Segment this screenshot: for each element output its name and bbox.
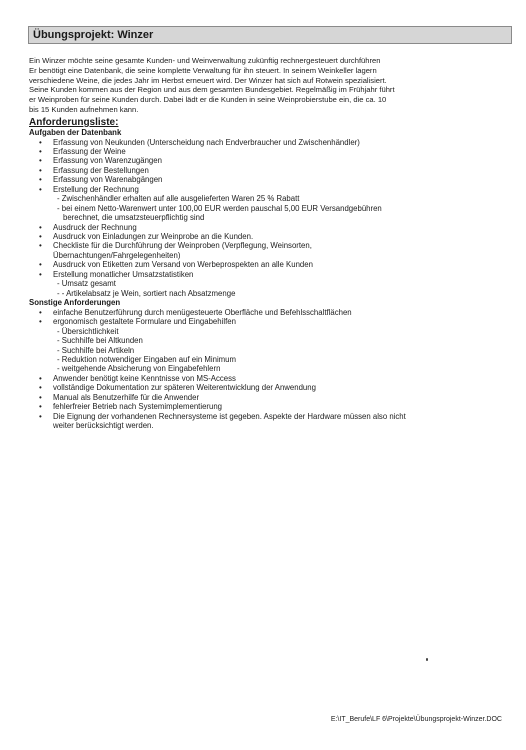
sub-item: - weitgehende Absicherung von Eingabefehlern [57, 364, 221, 374]
sub-item-continuation: berechnet, die umsatzsteuerpflichtig sind [63, 213, 205, 223]
requirements-list [29, 117, 513, 431]
list-item-continuation: weiter berücksichtigt werden. [53, 421, 154, 431]
list-item-text: Erfassung von Warenabgängen [53, 175, 163, 185]
intro-line: Er benötigt eine Datenbank, die seine komplette Verwaltung für ihn steuert. In seinem Weinkeller lagern [29, 65, 377, 75]
list-item [29, 166, 513, 175]
bullet-icon: • [39, 175, 42, 185]
list-item [29, 270, 513, 279]
list-item-text: einfache Benutzerführung durch menügesteuerte Oberfläche und Befehlsschaltflächen [53, 307, 352, 317]
bullet-icon: • [39, 156, 42, 166]
list-item-text: Ausdruck von Einladungen zur Weinprobe an die Kunden. [53, 232, 254, 242]
list-item-text: Erfassung von Warenzugängen [53, 156, 162, 166]
list-item-text: Ausdruck der Rechnung [53, 222, 137, 232]
sub-item: - - Artikelabsatz je Wein, sortiert nach Absatzmenge [57, 288, 236, 298]
bullet-icon: • [39, 317, 42, 327]
sub-item: - bei einem Netto-Warenwert unter 100,00 EUR werden pauschal 5,00 EUR Versandgebühren [57, 203, 382, 213]
list-item-text: fehlerfreier Betrieb nach Systemimplementierung [53, 402, 223, 412]
intro-line: bis 15 Kunden aufnehmen kann. [29, 104, 139, 114]
list-item [29, 317, 513, 326]
list-item-continuation: Übernachtungen/Fahrgelegenheiten) [53, 250, 181, 260]
section-heading-database: Aufgaben der Datenbank [29, 128, 122, 137]
sub-item: - Übersichtlichkeit [57, 326, 119, 336]
list-item [29, 138, 513, 147]
list-heading: Anforderungsliste: [29, 117, 119, 128]
bullet-icon: • [39, 146, 42, 156]
bullet-icon: • [39, 184, 42, 194]
list-item [29, 185, 513, 194]
list-item [29, 412, 513, 421]
bullet-icon: • [39, 373, 42, 383]
list-item [29, 308, 513, 317]
list-item-text: Erstellung der Rechnung [53, 184, 139, 194]
bullet-icon: • [39, 232, 42, 242]
section-heading-other: Sonstige Anforderungen [29, 298, 121, 308]
list-item-text: Erfassung der Bestellungen [53, 165, 149, 175]
sub-item: - Reduktion notwendiger Eingaben auf ein Minimum [57, 354, 236, 364]
sub-item: - Zwischenhändler erhalten auf alle ausgelieferten Waren 25 % Rabatt [57, 194, 300, 204]
bullet-icon: • [39, 241, 42, 251]
list-item [29, 402, 513, 411]
sub-item: - Suchhilfe bei Altkunden [57, 336, 143, 346]
bullet-icon: • [39, 260, 42, 270]
scan-speck [426, 658, 428, 661]
list-item-text: vollständige Dokumentation zur späteren Weiterentwicklung der Anwendung [53, 383, 316, 393]
bullet-icon: • [39, 165, 42, 175]
bullet-icon: • [39, 402, 42, 412]
bullet-icon: • [39, 307, 42, 317]
list-item [29, 156, 513, 165]
bullet-icon: • [39, 392, 42, 402]
intro-line: er Weinproben für seine Kunden durch. Dabei lädt er die Kunden in seine Weinprobierstube ein, die ca. 10 [29, 95, 387, 105]
list-item-text: Erstellung monatlicher Umsatzstatistiken [53, 269, 194, 279]
list-item-text: Checkliste für die Durchführung der Weinproben (Verpflegung, Weinsorten, [53, 241, 312, 251]
list-item [29, 147, 513, 156]
sub-item: - Umsatz gesamt [57, 279, 116, 289]
intro-line: verschiedene Weine, die jedes Jahr im Herbst erneuert wird. Der Winzer hat sich auf Rotwein spezialisiert. [29, 75, 387, 85]
list-item [29, 223, 513, 232]
bullet-icon: • [39, 222, 42, 232]
list-item-text: Die Eignung der vorhandenen Rechnersysteme ist gegeben. Aspekte der Hardware müssen also nicht [53, 411, 406, 421]
bullet-icon: • [39, 411, 42, 421]
intro-line: Ein Winzer möchte seine gesamte Kunden- und Weinverwaltung zukünftig rechnergesteuert durchführen [29, 56, 381, 65]
title-bar [28, 26, 512, 44]
sub-item: - Suchhilfe bei Artikeln [57, 345, 135, 355]
list-item-text: Erfassung von Neukunden (Unterscheidung nach Endverbraucher und Zwischenhändler) [53, 137, 360, 147]
list-item-text: ergonomisch gestaltete Formulare und Eingabehilfen [53, 317, 236, 327]
bullet-icon: • [39, 383, 42, 393]
intro-paragraph [29, 56, 513, 115]
list-item [29, 241, 513, 250]
list-item [29, 383, 513, 392]
intro-line: Seine Kunden kommen aus der Region und aus dem gesamten Bundesgebiet. Regelmäßig im Frühjahr führt [29, 85, 395, 95]
bullet-icon: • [39, 269, 42, 279]
list-item [29, 175, 513, 184]
list-item [29, 374, 513, 383]
list-item-text: Ausdruck von Etiketten zum Versand von Werbeprospekten an alle Kunden [53, 260, 313, 270]
list-item [29, 232, 513, 241]
document-title: Übungsprojekt: Winzer [33, 29, 154, 41]
footer-file-path: E:\IT_Berufe\LF 6\Projekte\Übungsprojekt-Winzer.DOC [330, 716, 502, 723]
list-item [29, 393, 513, 402]
list-item-text: Erfassung der Weine [53, 146, 126, 156]
list-item-text: Manual als Benutzerhilfe für die Anwender [53, 392, 200, 402]
list-item [29, 260, 513, 269]
list-item-text: Anwender benötigt keine Kenntnisse von MS-Access [53, 373, 236, 383]
bullet-icon: • [39, 137, 42, 147]
